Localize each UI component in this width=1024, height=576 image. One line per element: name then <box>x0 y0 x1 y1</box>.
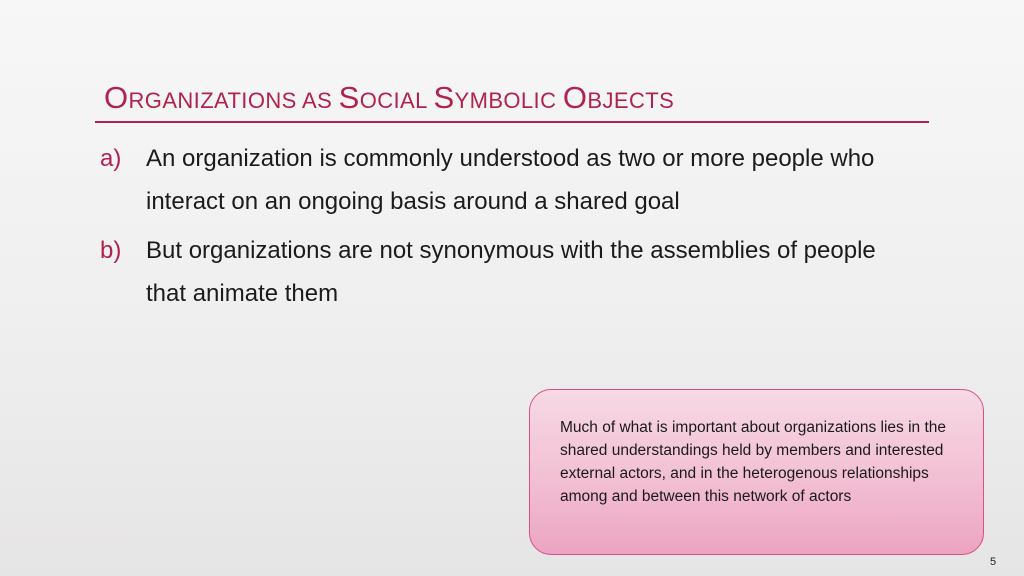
title-cap-3: S <box>433 80 455 115</box>
title-rest-4: BJECTS <box>587 88 675 113</box>
callout-text: Much of what is important about organizations lies in the shared understandings held by members and interested external actors, and in the heterogenous relationships among and between this network of actors <box>560 419 946 505</box>
bullet-text: But organizations are not synonymous with the assemblies of people that animate them <box>146 237 876 307</box>
title-rest-1: RGANIZATIONS AS <box>128 88 339 113</box>
title-cap-2: S <box>338 80 360 115</box>
callout-box <box>529 389 984 555</box>
bullet-item-a <box>100 137 930 223</box>
bullet-list <box>100 137 930 321</box>
title-divider <box>95 121 929 123</box>
title-rest-2: OCIAL <box>359 88 434 113</box>
bullet-marker: b) <box>100 237 122 264</box>
page-number: 5 <box>990 556 997 568</box>
bullet-marker: a) <box>100 145 122 172</box>
title-rest-3: YMBOLIC <box>454 88 563 113</box>
bullet-text: An organization is commonly understood as two or more people who interact on an ongoing basis around a shared goal <box>146 145 875 215</box>
slide-title <box>104 80 674 116</box>
bullet-item-b <box>100 229 930 315</box>
title-cap-1: O <box>104 80 129 115</box>
title-cap-4: O <box>562 80 588 115</box>
